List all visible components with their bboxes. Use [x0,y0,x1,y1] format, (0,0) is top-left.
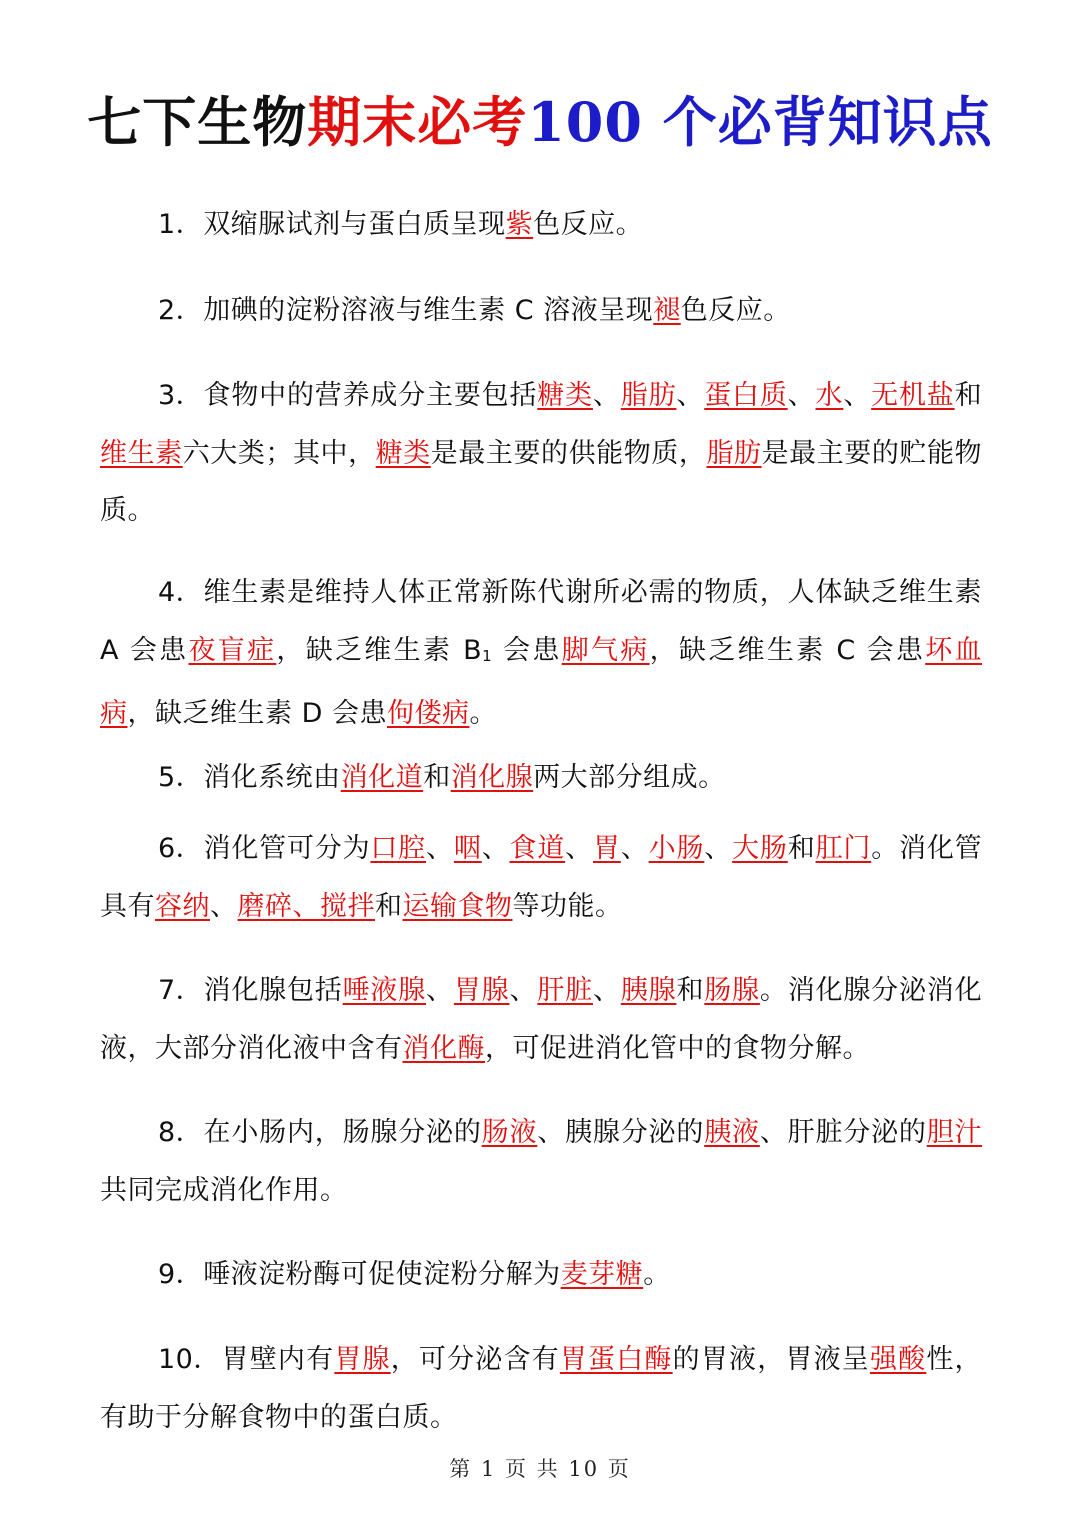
answer-keyword: 麦芽糖 [560,1259,644,1290]
answer-keyword: 胃腺 [334,1344,391,1375]
knowledge-point-10 [100,1331,982,1446]
answer-keyword: 夜盲症 [188,634,277,666]
text-segment: 胃壁内有 [220,1344,335,1375]
answer-keyword: 肛门 [815,833,872,864]
answer-keyword: 胰腺 [620,975,677,1006]
page-title [0,82,1080,162]
text-segment: ，可促进消化管中的食物分解。 [485,1032,870,1064]
text-segment: ，可分泌含有 [390,1344,560,1375]
answer-keyword: 小肠 [648,833,705,864]
title-part-3: 100 个必背知识点 [527,90,993,154]
answer-keyword: 紫 [505,209,534,240]
answer-keyword: 坏血病 [100,634,982,729]
text-segment: 维生素是维持人体正常新陈代谢所必需的物质，人体缺乏维生素 A 会患 [100,577,982,666]
text-segment: 消化管可分为 [203,833,371,864]
text-segment: 和 [375,890,403,922]
text-segment: 、 [210,890,238,922]
answer-keyword: 佝偻病 [386,698,470,729]
item-number: 7． [158,975,204,1006]
answer-keyword: 容纳 [155,890,210,922]
answer-keyword: 强酸 [869,1344,927,1375]
text-segment: ，缺乏维生素 B [276,634,483,666]
answer-keyword: 唾液腺 [342,975,427,1006]
answer-keyword: 无机盐 [871,380,955,411]
item-number: 6． [158,833,204,864]
text-segment: 、 [426,975,454,1006]
knowledge-point-4 [100,564,982,743]
knowledge-point-1 [100,196,982,254]
answer-keyword: 消化腺 [450,762,534,793]
text-segment: 、 [843,380,872,411]
text-segment: 和 [954,380,983,411]
answer-keyword: 水 [815,380,844,411]
text-segment: 消化系统由 [203,762,341,793]
text-segment: 加碘的淀粉溶液与维生素 C 溶液呈现 [203,295,654,326]
knowledge-point-6 [100,820,982,935]
answer-keyword: 大肠 [732,833,788,864]
answer-keyword: 糖类 [375,437,431,469]
answer-keyword: 胃 [592,833,621,864]
text-segment: 、 [787,380,816,411]
answer-keyword: 维生素 [100,437,183,469]
item-number: 2． [158,295,204,326]
text-segment: 共同完成消化作用。 [100,1174,348,1206]
text-segment: 。消化腺分泌消化液，大部分消化液中含有 [100,975,983,1064]
answer-keyword: 褪 [653,295,681,326]
text-segment: 六大类；其中， [182,437,376,469]
text-segment: ，缺乏维生素 D 会患 [127,698,387,729]
answer-keyword: 脂肪 [620,380,677,411]
item-number: 1． [158,209,204,240]
answer-keyword: 肝脏 [537,975,593,1006]
answer-keyword: 蛋白质 [704,380,788,411]
text-segment: 是最主要的供能物质， [430,437,707,469]
subscript: 1 [482,646,493,665]
text-segment: 。 [469,698,497,729]
text-segment: 、 [592,975,621,1006]
text-segment: 。消化管具有 [100,833,983,922]
text-segment: 是最主要的贮能物质。 [100,437,983,526]
answer-keyword: 胰液 [704,1117,760,1148]
answer-keyword: 消化酶 [402,1032,485,1064]
answer-keyword: 运输食物 [402,890,513,922]
text-segment: 。 [643,1259,671,1290]
text-segment: 色反应。 [533,209,644,240]
answer-keyword: 肠液 [481,1117,538,1148]
text-segment: 、 [676,380,705,411]
text-segment: 色反应。 [680,295,791,326]
answer-keyword: 脚气病 [561,634,650,666]
title-part-2: 期末必考 [307,90,528,154]
answer-keyword: 消化道 [340,762,424,793]
text-segment: 两大部分组成。 [533,762,726,793]
item-number: 10． [158,1344,221,1375]
text-segment: 双缩脲试剂与蛋白质呈现 [203,209,506,240]
answer-keyword: 胆汁 [926,1117,983,1148]
answer-keyword: 口腔 [370,833,427,864]
text-segment: 、 [426,833,454,864]
knowledge-point-8 [100,1104,982,1219]
text-segment: 的胃液，胃液呈 [672,1344,870,1375]
knowledge-point-2 [100,282,982,340]
text-segment: 消化腺包括 [203,975,343,1006]
item-number: 5． [158,762,204,793]
knowledge-point-7 [100,962,982,1077]
text-segment: 、 [565,833,593,864]
text-segment: ，缺乏维生素 C 会患 [649,634,926,666]
text-segment: 和 [423,762,451,793]
item-number: 3． [158,380,204,411]
text-segment: 、胰腺分泌的 [537,1117,705,1148]
text-segment: 和 [787,833,816,864]
knowledge-point-3 [100,367,982,540]
answer-keyword: 胃腺 [453,975,510,1006]
text-segment: 、 [704,833,733,864]
answer-keyword: 脂肪 [706,437,762,469]
answer-keyword: 糖类 [537,380,593,411]
text-segment: 、肝脏分泌的 [759,1117,927,1148]
answer-keyword: 食道 [509,833,566,864]
answer-keyword: 咽 [453,833,482,864]
text-segment: 等功能。 [512,890,623,922]
text-segment: 会患 [492,634,562,666]
text-segment: 和 [676,975,705,1006]
answer-keyword: 胃蛋白酶 [559,1344,673,1375]
answer-keyword: 肠腺 [704,975,760,1006]
item-number: 4． [158,577,204,608]
title-part-1: 七下生物 [87,90,308,154]
knowledge-point-5 [100,749,982,807]
text-segment: 、 [620,833,649,864]
answer-keyword: 磨碎、搅拌 [237,890,375,922]
text-segment: 唾液淀粉酶可促使淀粉分解为 [203,1259,561,1290]
text-segment: 食物中的营养成分主要包括 [203,380,538,411]
text-segment: 、 [509,975,538,1006]
text-segment: 性，有助于分解食物中的蛋白质。 [100,1344,983,1433]
text-segment: 、 [481,833,510,864]
knowledge-point-9 [100,1246,982,1304]
text-segment: 、 [592,380,621,411]
item-number: 9． [158,1259,204,1290]
item-number: 8． [158,1117,204,1148]
page-footer: 第 1 页 共 10 页 [449,1457,631,1481]
text-segment: 在小肠内，肠腺分泌的 [203,1117,482,1148]
